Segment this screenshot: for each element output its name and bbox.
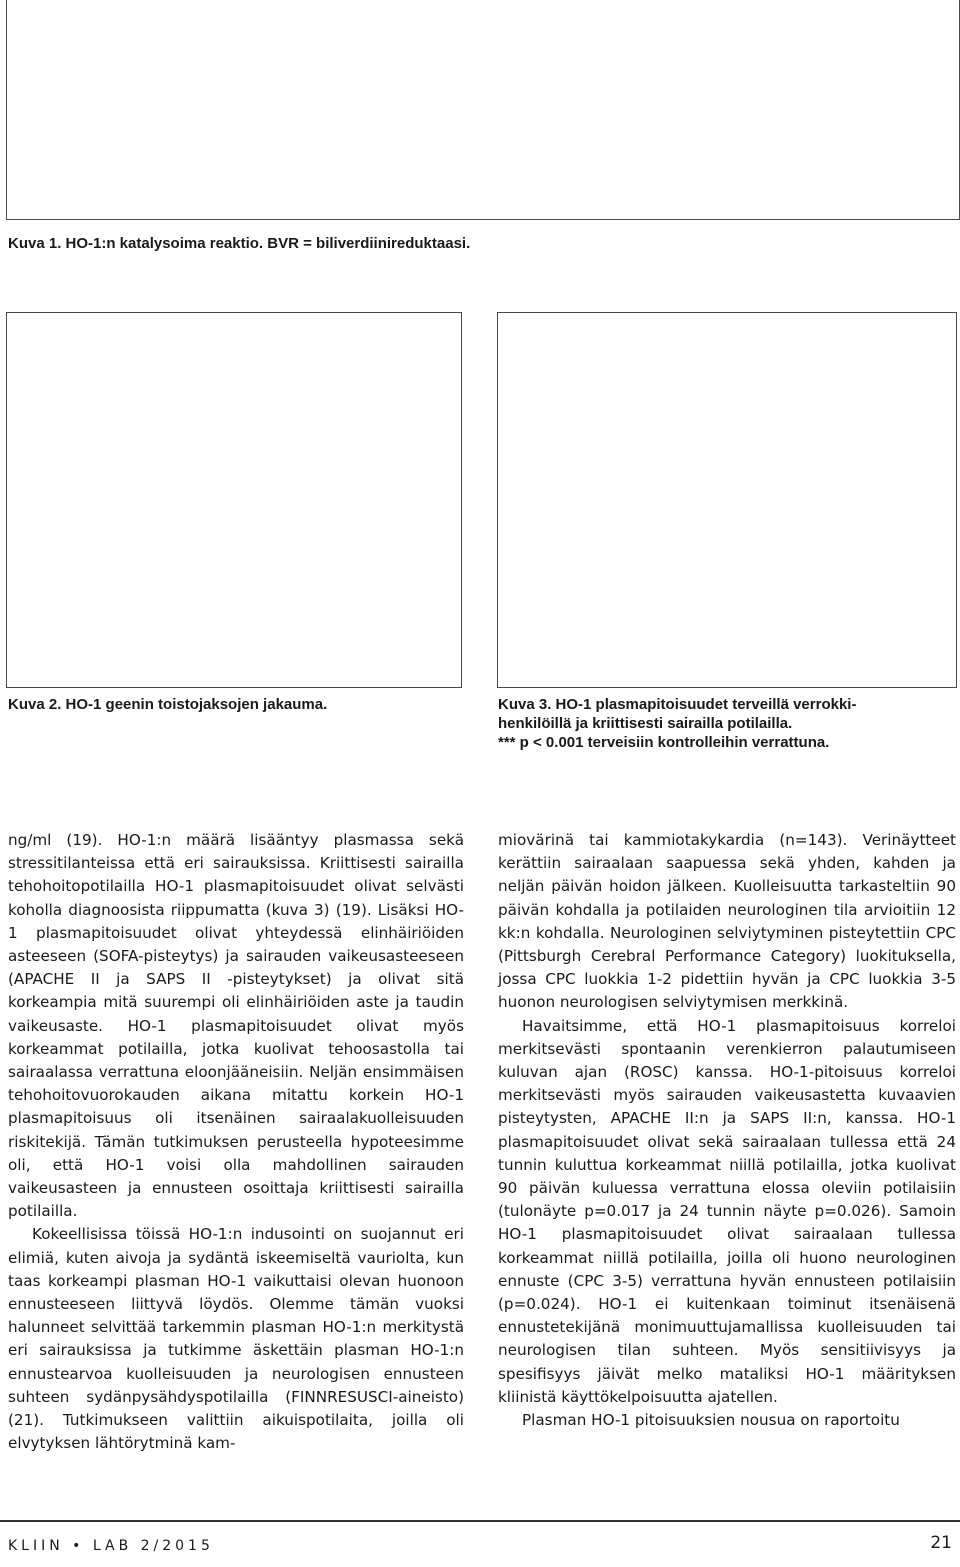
paragraph: ng/ml (19). HO-1:n määrä lisääntyy plasmassa sekä stressitilanteissa että eri sairauksissa. Kriittisesti sairailla tehohoitopotilailla HO-1 plasmapitoisuudet olivat selvästi koholla diagnoosista riippumatta (kuva 3) (19). Lisäksi HO-1 plasmapitoisuudet olivat yhteydessä elinhäiriöiden asteeseen (SOFA-pisteytys) ja sairauden vaikeusasteeseen (APACHE II ja SAPS II -pisteytykset) ja olivat sitä korkeampia mitä suurempi oli elinhäiriöiden aste ja taudin vaikeusaste. HO-1 plasmapitoisuudet olivat myös korkeammat potilailla, jotka kuolivat tehoosastolla tai sairaalassa verrattuna eloonjääneisiin. Neljän ensimmäisen tehohoitovuorokauden aikana mitattu korkein HO-1 plasmapitoisuus oli itsenäinen sairaalakuolleisuuden riskitekijä. Tämän tutkimuksen perusteella hypoteesimme oli, että HO-1 voisi olla mahdollinen sairauden vaikeusasteen ja ennusteen osoittaja kriittisesti sairailla potilailla. — [8, 831, 464, 1221]
page-number: 21 — [930, 1533, 952, 1553]
journal-name: KLIIN • LAB 2/2015 — [8, 1538, 214, 1554]
figure-1-frame — [6, 0, 960, 220]
figure-2-caption: Kuva 2. HO-1 geenin toistojaksojen jakauma. — [8, 696, 328, 713]
figure-2-frame — [6, 312, 462, 688]
left-text-column — [8, 829, 464, 1455]
figure-3-caption-line: *** p < 0.001 terveisiin kontrolleihin verrattuna. — [498, 734, 830, 751]
paragraph: Kokeellisissa töissä HO-1:n indusointi on suojannut eri elimiä, kuten aivoja ja sydäntä iskeemiseltä vauriolta, kun taas korkeampi plasman HO-1 vaikuttaisi olevan huonoon ennusteeseen liittyvä löydös. Olemme tämän vuoksi halunneet selvittää tarkemmin plasman HO-1:n merkitystä eri sairauksissa ja tutkimme äskettäin plasman HO-1:n ennustearvoa kuolleisuuden ja neurologisen ennusteen suhteen sydänpysähdyspotilailla (FINNRESUSCI-aineisto) (21). Tutkimukseen valittiin aikuispotilaita, joilla oli elvytyksen lähtörytminä kam- — [8, 1225, 464, 1453]
figure-3-caption-line: henkilöillä ja kriittisesti sairailla potilailla. — [498, 715, 793, 732]
paragraph: miovärinä tai kammiotakykardia (n=143). Verinäytteet kerättiin sairaalaan saapuessa sekä yhden, kahden ja neljän päivän hoidon jälkeen. Kuolleisuutta tarkasteltiin 90 päivän kohdalla ja potilaiden neurologinen tila arvioitiin 12 kk:n kohdalla. Neurologinen selviytyminen pisteytettiin CPC (Pittsburgh Cerebral Performance Category) luokituksella, jossa CPC luokkia 1-2 pidettiin hyvän ja CPC luokkia 3-5 huonon neurologisen selviytymisen merkkinä. — [498, 831, 956, 1012]
figure-3-frame — [497, 312, 957, 688]
paragraph: Plasman HO-1 pitoisuuksien nousua on raportoitu — [522, 1411, 900, 1430]
paragraph: Havaitsimme, että HO-1 plasmapitoisuus korreloi merkitsevästi spontaanin verenkierron palautumiseen kuluvan ajan (ROSC) kanssa. HO-1-pitoisuus korreloi merkitsevästi myös sairauden vaikeusastetta kuvaavien pisteytysten, APACHE II:n ja SAPS II:n, kanssa. HO-1 plasmapitoisuudet olivat sekä sairaalaan tullessa että 24 tunnin kuluttua korkeammat niillä potilailla, jotka kuolivat 90 päivän kuluessa verrattuna elossa oleviin potilaisiin (tulonäyte p=0.017 ja 24 tunnin näyte p=0.026). Samoin HO-1 plasmapitoisuudet olivat sairaalaan tullessa korkeammat niillä potilailla, joilla oli huono neurologinen ennuste (CPC 3-5) verrattuna hyvän ennusteen potilaisiin (p=0.024). HO-1 ei kuitenkaan toiminut itsenäisenä ennustetekijänä monimuuttujamallissa kuolleisuuden tai neurologisen tilan suhteen. Myös sensitiivisyys ja spesifisyys jäivät melko mataliksi HO-1 määrityksen kliinistä käyttökelpoisuutta ajatellen. — [498, 1016, 956, 1406]
figure-1-caption: Kuva 1. HO-1:n katalysoima reaktio. BVR = biliverdiinireduktaasi. — [8, 235, 471, 252]
right-text-column — [498, 829, 956, 1432]
figure-3-caption-line: Kuva 3. HO-1 plasmapitoisuudet terveillä verrokki- — [498, 696, 857, 713]
footer-rule — [0, 1520, 960, 1522]
